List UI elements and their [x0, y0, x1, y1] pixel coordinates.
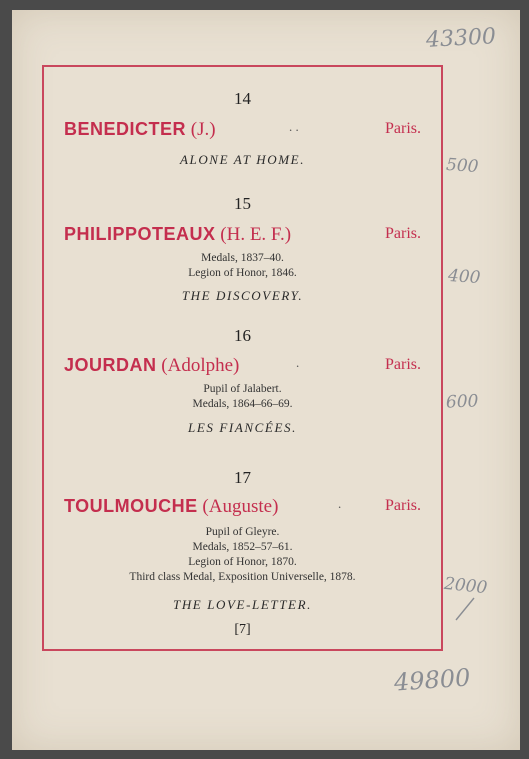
- artist-name: [64, 119, 216, 141]
- artist-city: Paris.: [385, 356, 421, 373]
- pencil-bottom-total: 49800: [393, 663, 472, 697]
- artist-surname: JOURDAN: [64, 355, 157, 375]
- artist-city: Paris.: [385, 120, 421, 137]
- artist-detail: Third class Medal, Exposition Universelle, 1878.: [129, 571, 356, 583]
- pencil-price-17: 2000: [443, 573, 489, 599]
- page-number: [7]: [234, 622, 251, 637]
- artist-detail: Legion of Honor, 1870.: [188, 556, 297, 568]
- painting-title: THE DISCOVERY.: [181, 288, 304, 303]
- artist-detail: Medals, 1852–57–61.: [192, 541, 293, 553]
- artist-row: [64, 496, 421, 518]
- artist-surname: TOULMOUCHE: [64, 496, 198, 516]
- leader-dots: .: [338, 496, 342, 511]
- pencil-stroke: [450, 594, 480, 624]
- artist-name: [64, 496, 278, 518]
- artist-name: [64, 224, 291, 246]
- artist-row: [64, 119, 421, 141]
- artist-detail: Medals, 1864–66–69.: [192, 398, 293, 410]
- artist-detail: Pupil of Gleyre.: [205, 526, 280, 538]
- artist-detail: Legion of Honor, 1846.: [188, 267, 297, 279]
- painting-title: LES FIANCÉES.: [188, 420, 297, 435]
- lot-number: 16: [234, 326, 251, 345]
- lot-number: 15: [234, 194, 251, 213]
- artist-given-name: (Auguste): [202, 496, 279, 517]
- lot-number: 17: [234, 468, 251, 487]
- leader-dots: . .: [289, 119, 299, 134]
- artist-given-name: (J.): [190, 119, 216, 140]
- pencil-price-14: 500: [445, 154, 480, 178]
- artist-given-name: (Adolphe): [161, 355, 240, 376]
- artist-row: [64, 355, 421, 377]
- painting-title: THE LOVE-LETTER.: [172, 597, 312, 612]
- red-border-frame: [42, 65, 443, 651]
- artist-surname: BENEDICTER: [64, 119, 187, 139]
- leader-dots: .: [296, 355, 300, 370]
- painting-title: ALONE AT HOME.: [179, 152, 306, 167]
- lot-number: 14: [234, 89, 251, 108]
- artist-row: [64, 224, 421, 246]
- artist-detail: Medals, 1837–40.: [201, 252, 284, 264]
- artist-detail: Pupil of Jalabert.: [203, 383, 282, 395]
- pencil-price-15: 400: [447, 265, 482, 289]
- artist-city: Paris.: [385, 497, 421, 514]
- artist-given-name: (H. E. F.): [220, 224, 292, 245]
- pencil-top-total: 43300: [425, 24, 497, 53]
- pencil-price-16: 600: [445, 391, 479, 413]
- artist-city: Paris.: [385, 225, 421, 242]
- artist-name: [64, 355, 239, 377]
- catalogue-page: [12, 10, 520, 750]
- artist-surname: PHILIPPOTEAUX: [64, 224, 216, 244]
